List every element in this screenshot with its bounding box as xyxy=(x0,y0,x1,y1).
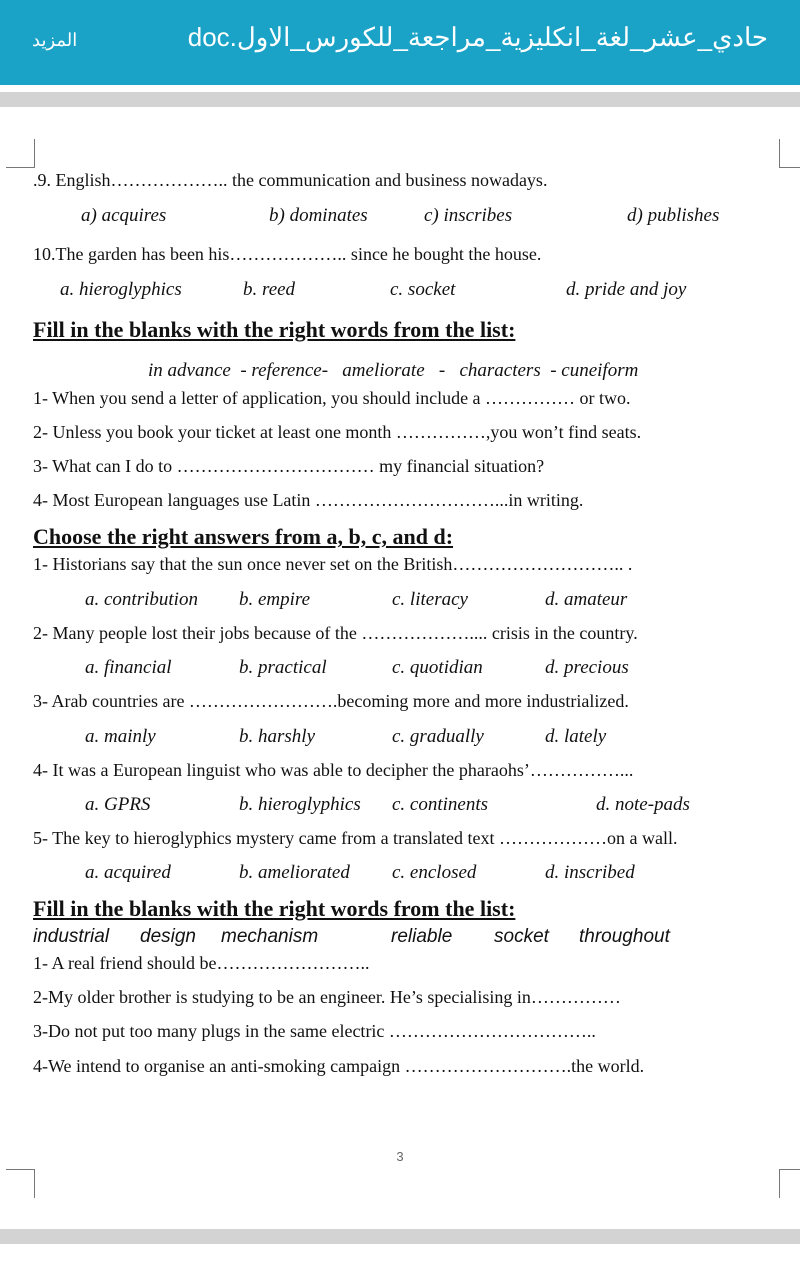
s2q5-option-d: d. inscribed xyxy=(545,862,635,883)
q10-option-c: c. socket xyxy=(390,279,456,300)
page-number: 3 xyxy=(396,1149,404,1164)
document-page xyxy=(0,107,800,1229)
s2q2-option-b: b. practical xyxy=(239,657,327,678)
section3-word-socket: socket xyxy=(494,926,549,947)
s2q4-option-d: d. note-pads xyxy=(596,794,690,815)
section3-item-1: 1- A real friend should be…………………….. xyxy=(33,953,370,973)
s2q3-option-d: d. lately xyxy=(545,726,607,747)
page-separator-top xyxy=(0,92,800,107)
section1-item-2: 2- Unless you book your ticket at least one month ……………,you won’t find seats. xyxy=(33,422,642,442)
app-header xyxy=(0,0,800,85)
section3-word-industrial: industrial xyxy=(33,926,110,947)
crop-mark-top-left xyxy=(6,139,35,168)
s2q4-option-b: b. hieroglyphics xyxy=(239,794,361,815)
section3-word-mechanism: mechanism xyxy=(221,926,319,947)
s2q5-option-a: a. acquired xyxy=(85,862,171,883)
section2-question-2: 2- Many people lost their jobs because of the ……………….... crisis in the country. xyxy=(33,623,638,643)
document-title: حادي_عشر_لغة_انكليزية_مراجعة_للكورس_الاول.doc xyxy=(187,22,768,52)
question-9: .9. English……………….. the communication and business nowadays. xyxy=(33,170,548,190)
section2-heading: Choose the right answers from a, b, c, and d: xyxy=(33,524,454,549)
s2q2-option-c: c. quotidian xyxy=(392,657,483,678)
section1-word-list: in advance - reference- ameliorate - characters - cuneiform xyxy=(148,360,639,381)
q9-option-b: b) dominates xyxy=(269,205,368,226)
section2-question-1: 1- Historians say that the sun once never set on the British……………………….. . xyxy=(33,554,633,574)
section3-word-throughout: throughout xyxy=(579,926,670,947)
section3-word-design: design xyxy=(140,926,196,947)
section2-question-5: 5- The key to hieroglyphics mystery came from a translated text ………………on a wall. xyxy=(33,828,678,848)
s2q1-option-b: b. empire xyxy=(239,589,311,610)
q10-option-d: d. pride and joy xyxy=(566,279,687,300)
section3-heading: Fill in the blanks with the right words from the list: xyxy=(33,896,516,921)
s2q1-option-a: a. contribution xyxy=(85,589,198,610)
s2q3-option-c: c. gradually xyxy=(392,726,484,747)
s2q5-option-c: c. enclosed xyxy=(392,862,477,883)
page-separator-bottom xyxy=(0,1229,800,1244)
s2q1-option-c: c. literacy xyxy=(392,589,468,610)
q9-option-c: c) inscribes xyxy=(424,205,513,226)
q10-option-a: a. hieroglyphics xyxy=(60,279,182,300)
q9-option-a: a) acquires xyxy=(81,205,167,226)
section2-question-4: 4- It was a European linguist who was able to decipher the pharaohs’……………... xyxy=(33,760,634,780)
crop-mark-bottom-left xyxy=(6,1169,35,1198)
section1-item-3: 3- What can I do to …………………………… my financial situation? xyxy=(33,456,545,476)
q10-option-b: b. reed xyxy=(243,279,296,300)
section3-item-4: 4-We intend to organise an anti-smoking campaign ……………………….the world. xyxy=(33,1056,645,1076)
q9-option-d: d) publishes xyxy=(627,205,720,226)
question-10: 10.The garden has been his……………….. since he bought the house. xyxy=(33,244,542,264)
section2-question-3: 3- Arab countries are …………………….becoming more and more industrialized. xyxy=(33,691,629,711)
s2q5-option-b: b. ameliorated xyxy=(239,862,350,883)
section3-item-3: 3-Do not put too many plugs in the same electric …………………………….. xyxy=(33,1021,596,1041)
s2q3-option-b: b. harshly xyxy=(239,726,315,747)
crop-mark-top-right xyxy=(779,139,800,168)
section1-item-1: 1- When you send a letter of application, you should include a …………… or two. xyxy=(33,388,631,408)
s2q2-option-d: d. precious xyxy=(545,657,629,678)
s2q4-option-a: a. GPRS xyxy=(85,794,151,815)
section3-item-2: 2-My older brother is studying to be an engineer. He’s specialising in…………… xyxy=(33,987,621,1007)
section1-item-4: 4- Most European languages use Latin …………………………...in writing. xyxy=(33,490,584,510)
s2q3-option-a: a. mainly xyxy=(85,726,156,747)
s2q2-option-a: a. financial xyxy=(85,657,172,678)
more-button[interactable]: المزيد xyxy=(32,30,78,50)
crop-mark-bottom-right xyxy=(779,1169,800,1198)
section3-word-reliable: reliable xyxy=(391,926,453,947)
s2q1-option-d: d. amateur xyxy=(545,589,628,610)
section1-heading: Fill in the blanks with the right words from the list: xyxy=(33,317,516,342)
s2q4-option-c: c. continents xyxy=(392,794,489,815)
